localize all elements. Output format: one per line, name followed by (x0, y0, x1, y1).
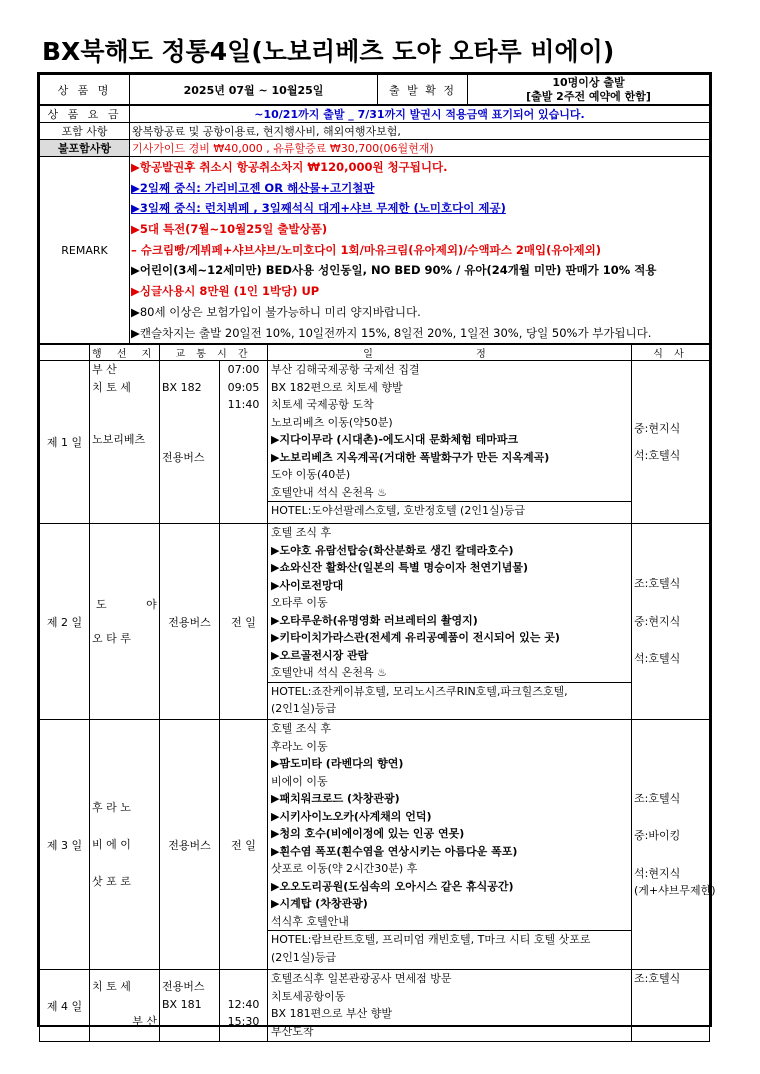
schedule-item: ▶오타루운하(유명영화 러브레터의 촬영지) (271, 613, 478, 627)
meal-note: (게+샤브무제한) (634, 884, 716, 898)
time: 전 일 (220, 720, 268, 970)
place: 비 에 이 (92, 838, 131, 852)
schedule-item: 호텔 조식 후 (271, 526, 332, 540)
schedule-item: BX 182편으로 치토세 향발 (271, 380, 403, 394)
remark-item: ▶어린이(3세~12세미만) BED사용 성인동일, NO BED 90% / 유아(24개월 미만) 판매가 10% 적용 (131, 263, 657, 278)
remark-item: ▶싱글사용시 8만원 (1인 1박당) UP (131, 284, 320, 299)
day-schedule (268, 361, 632, 524)
schedule-item: 비에이 이동 (271, 774, 328, 788)
place: 삿 포 로 (92, 875, 131, 889)
day-row (40, 720, 710, 970)
place: 부 산 (92, 363, 117, 377)
flight-number: BX 181 (162, 997, 202, 1011)
departure-condition (468, 75, 710, 105)
schedule-item: 치토세공항이동 (271, 989, 346, 1003)
schedule-item: 노보리베츠 이동(약50분) (271, 415, 393, 429)
day-schedule (268, 524, 632, 720)
day-schedule (268, 720, 632, 970)
schedule-item: ▶사이로전망대 (271, 578, 344, 592)
day-places (90, 720, 160, 970)
schedule-item: ▶쇼와신잔 활화산(일본의 특별 명승이자 천연기념물) (271, 561, 528, 575)
header-time: 시 간 (217, 349, 252, 361)
schedule-item: 오타루 이동 (271, 596, 328, 610)
schedule-item: 호텔조식후 일본관광공사 면세점 방문 (271, 972, 452, 986)
day-places (90, 970, 160, 1042)
schedule-item: 호텔 조식 후 (271, 722, 332, 736)
included-label: 포함 사항 (40, 123, 130, 140)
transport-mode: 전용버스 (162, 980, 205, 994)
hotel-info: HOTEL:람브란트호텔, 프리미엄 캐빈호텔, T마크 시티 호텔 삿포로 (268, 930, 631, 949)
meal: 조:호텔식 (634, 972, 681, 986)
day-row (40, 361, 710, 524)
schedule-item: 부산 김해국제공항 국제선 집결 (271, 363, 420, 377)
excluded-label: 불포함사항 (40, 140, 130, 157)
itinerary-document (37, 72, 716, 1038)
schedule-item: ▶키타이치가라스관(전세계 유리공예품이 전시되어 있는 곳) (271, 631, 560, 645)
header-meal: 식 사 (632, 345, 710, 361)
hotel-info: (2인1실)등급 (271, 702, 337, 716)
meal: 석:호텔식 (634, 652, 681, 666)
itinerary-table (39, 344, 716, 1042)
transport-mode: 전용버스 (160, 720, 220, 970)
product-info-table (39, 74, 710, 105)
remark-item: ▶2일째 중식: 가리비고젠 OR 해산물+고기철판 (131, 180, 375, 195)
schedule-item: 부산도착 (271, 1024, 314, 1038)
day-schedule (268, 970, 632, 1042)
time: 09:05 (227, 380, 260, 394)
day-times (220, 970, 268, 1042)
departure-line-2: [출발 2주전 예약에 한함] (526, 89, 651, 103)
excluded-items: 기사가이드 경비 ₩40,000 , 유류할증료 ₩30,700(06월현재) (130, 140, 710, 157)
remark-item: ▶80세 이상은 보험가입이 불가능하니 미리 양지바랍니다. (131, 304, 421, 319)
remark-item: ▶캔슬차지는 출발 20일전 10%, 10일전까지 15%, 8일전 20%, 1일전 30%, 당일 50%가 부가됩니다. (131, 325, 652, 340)
day-label: 제 2 일 (40, 524, 90, 720)
place: 치 토 세 (92, 980, 131, 994)
day-meals (632, 524, 710, 720)
flight-number: BX 182 (162, 380, 202, 394)
departure-line-1: 10명이상 출발 (552, 75, 625, 89)
departure-label: 출 발 확 정 (378, 75, 468, 105)
time: 15:30 (227, 1015, 260, 1029)
place: 부 산 (132, 1015, 157, 1029)
day-meals (632, 720, 716, 970)
schedule-item: ▶팜도미타 (라벤다의 향연) (271, 757, 404, 771)
schedule-item: 후라노 이동 (271, 739, 328, 753)
header-day (40, 345, 90, 361)
header-schedule: 일 정 (268, 345, 632, 361)
meal: 중:현지식 (634, 421, 681, 435)
schedule-item: BX 181편으로 부산 향발 (271, 1007, 392, 1021)
schedule-item: 호텔안내 석식 온천욕 ♨ (271, 666, 387, 680)
day-label: 제 3 일 (40, 720, 90, 970)
day-row (40, 970, 710, 1042)
schedule-item: ▶흰수염 폭포(흰수염을 연상시키는 아름다운 폭포) (271, 844, 518, 858)
day-meals (632, 361, 710, 524)
schedule-item: 삿포로 이동(약 2시간30분) 후 (271, 862, 418, 876)
schedule-item: 석식후 호텔안내 (271, 914, 349, 928)
schedule-item: ▶시계탑 (차창관광) (271, 897, 368, 911)
time: 12:40 (227, 997, 260, 1011)
day-transport (160, 970, 220, 1042)
meal: 조:호텔식 (634, 577, 681, 591)
meal: 중:바이킹 (634, 829, 681, 843)
time: 전 일 (220, 524, 268, 720)
price-info-table (39, 105, 710, 344)
remark-list (130, 157, 710, 344)
remark-item: ▶5대 특전(7월~10월25일 출발상품) (131, 222, 328, 237)
meal: 조:호텔식 (634, 791, 681, 805)
remark-item: ▶3일째 중식: 런치뷔페 , 3일째석식 대게+샤브 무제한 (노미호다이 제공) (131, 201, 506, 216)
schedule-item: 치토세 국제공항 도착 (271, 398, 374, 412)
place: 오 타 루 (92, 631, 131, 645)
header-transport: 교 통 (175, 349, 210, 361)
remark-item: – 슈크림빵/게뷔페+샤브샤브/노미호다이 1회/마유크림(유아제외)/수액파스 2매입(유아제외) (131, 242, 602, 257)
header-location: 행 선 지 (90, 345, 160, 361)
header-transport-time (160, 345, 268, 361)
place: 후 라 노 (92, 801, 131, 815)
schedule-item: 도야 이동(40분) (271, 468, 351, 482)
transport-mode: 전용버스 (160, 524, 220, 720)
schedule-item: ▶청의 호수(비에이정에 있는 인공 연못) (271, 827, 465, 841)
place: 도 야 (96, 597, 175, 611)
schedule-item: ▶지다이무라 (시대촌)-에도시대 문화체험 테마파크 (271, 433, 519, 447)
day-transport (160, 361, 220, 524)
price-label: 상 품 요 금 (40, 106, 130, 123)
remark-item: ▶항공발권후 취소시 항공취소차지 ₩120,000원 청구됩니다. (131, 160, 448, 174)
schedule-item: ▶노보리베츠 지옥계곡(거대한 폭발화구가 만든 지옥계곡) (271, 450, 550, 464)
page-title: BX북해도 정통4일(노보리베츠 도야 오타루 비에이) (42, 37, 615, 66)
day-places (90, 361, 160, 524)
included-items: 왕복항공료 및 공항이용료, 현지행사비, 해외여행자보험, (130, 123, 710, 140)
day-label: 제 1 일 (40, 361, 90, 524)
schedule-item: ▶패치워크로드 (차창관광) (271, 792, 400, 806)
day-times (220, 361, 268, 524)
place: 치 토 세 (92, 380, 131, 394)
day-meals (632, 970, 710, 1042)
day-row (40, 524, 710, 720)
place: 노보리베츠 (92, 433, 146, 447)
remark-label: REMARK (40, 157, 130, 344)
product-name-label: 상 품 명 (40, 75, 130, 105)
schedule-item: ▶오오도리공원(도심속의 오아시스 같은 휴식공간) (271, 879, 514, 893)
meal: 중:현지식 (634, 614, 681, 628)
schedule-item: ▶오르골전시장 관람 (271, 648, 369, 662)
day-places (90, 524, 175, 720)
meal: 석:현지식 (634, 866, 681, 880)
hotel-info: HOTEL:도야선팔레스호텔, 호반정호텔 (2인1실)등급 (268, 501, 631, 520)
schedule-item: 호텔안내 석식 온천욕 ♨ (271, 485, 387, 499)
schedule-item: ▶도야호 유람선탑승(화산분화로 생긴 칼데라호수) (271, 543, 514, 557)
time: 11:40 (227, 398, 260, 412)
hotel-info: (2인1실)등급 (271, 950, 337, 964)
price-note: ~10/21까지 출발 _ 7/31까지 발권시 적용금액 표기되어 있습니다. (130, 106, 710, 123)
day-label: 제 4 일 (40, 970, 90, 1042)
meal: 석:호텔식 (634, 449, 681, 463)
time: 07:00 (227, 363, 260, 377)
schedule-item: ▶시키사이노오카(사계채의 언덕) (271, 809, 432, 823)
travel-period: 2025년 07월 ~ 10월25일 (130, 75, 378, 105)
hotel-info: HOTEL:죠잔케이뷰호텔, 모리노시즈쿠RIN호텔,파크힐즈호텔, (268, 682, 631, 701)
transport-mode: 전용버스 (162, 450, 205, 464)
